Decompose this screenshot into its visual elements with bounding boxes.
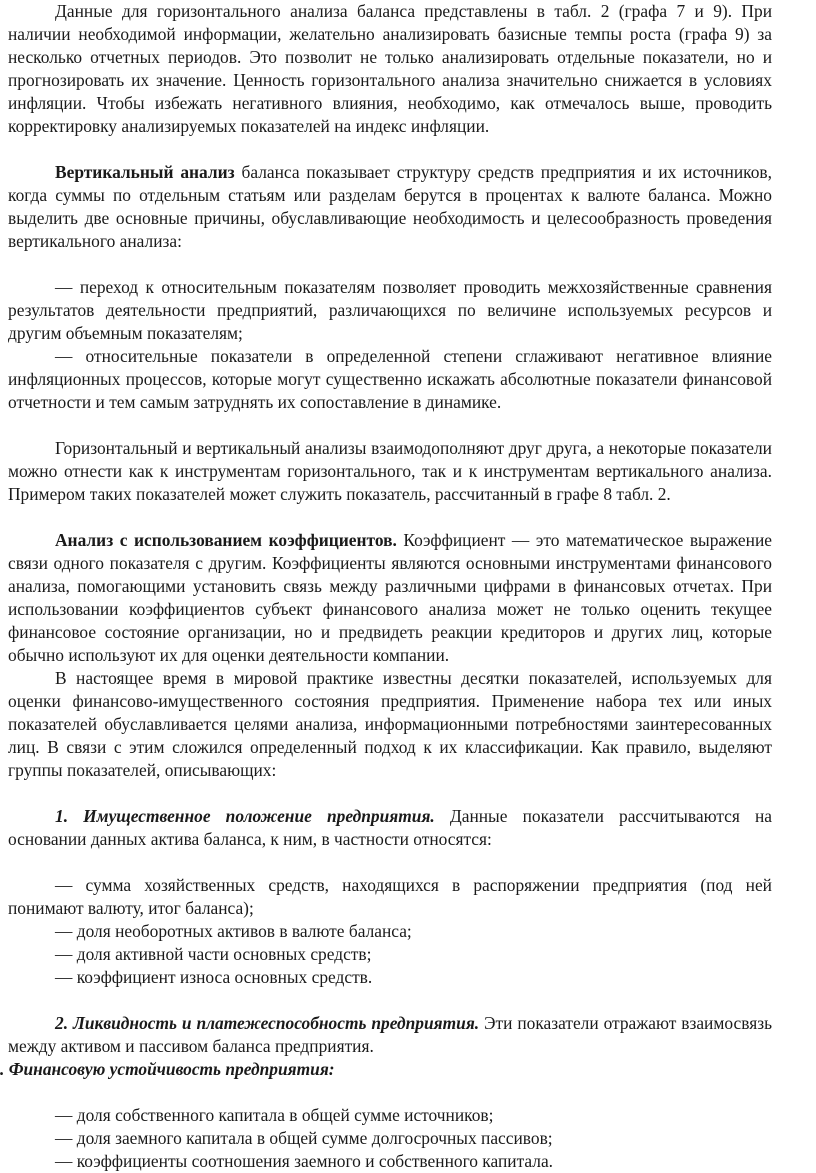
property-indicator-item: — сумма хозяйственных средств, находящихся в распоряжении предприятия (под ней понимают валюту, итог баланса); [8,875,772,918]
group-property-status-heading: 1. Имущественное положение предприятия. [55,806,435,826]
reason-item: — относительные показатели в определенной степени сглаживают негативное влияние инфляционных процессов, которые могут существенно искажать абсолютные показатели финансовой отчетности и тем самым затруднять их сопоставление в динамике. [8,346,772,412]
group-liquidity-text: Эти показатели отражают взаимосвязь между активом и пассивом баланса предприятия. [8,1013,772,1056]
property-indicator-item: — доля активной части основных средств; [55,944,372,964]
property-indicator-item: — доля необоротных активов в валюте баланса; [55,921,412,941]
stability-indicator-item: — доля собственного капитала в общей сумме источников; [55,1105,494,1125]
paragraph-indicator-groups: В настоящее время в мировой практике известны десятки показателей, используемых для оценки финансово-имущественного состояния предприятия. Применение набора тех или иных показателей обуславливается целями анализа, информационными потребностями заинтересованных лиц. В связи с этим сложился определенный подход к их классификации. Как правило, выделяют группы показателей, описывающих: [8,668,772,780]
group-financial-stability [0,1058,764,1081]
vertical-analysis-text: баланса показывает структуру средств предприятия и их источников, когда суммы по отдельным статьям или разделам берутся в процентах к валюте баланса. Можно выделить две основные причины, обуславливающие необходимость и целесообразность проведения вертикального анализа: [8,162,772,251]
reason-item: — переход к относительным показателям позволяет проводить межхозяйственные сравнения результатов деятельности предприятий, различающихся по величине используемых ресурсов и другим объемным показателям; [8,277,772,343]
paragraph-vertical-analysis [8,161,772,253]
vertical-analysis-heading: Вертикальный анализ [55,162,235,182]
paragraph-horizontal-analysis: Данные для горизонтального анализа баланса представлены в табл. 2 (графа 7 и 9). При наличии необходимой информации, желательно анализировать базисные темпы роста (графа 9) за несколько отчетных периодов. Это позволит не только анализировать отдельные показатели, но и прогнозировать их значение. Ценность горизонтального анализа значительно снижается в условиях инфляции. Чтобы избежать негативного влияния, необходимо, как отмечалось выше, проводить корректировку анализируемых показателей на индекс инфляции. [8,1,772,136]
group-property-status [8,805,772,851]
group-financial-stability-heading: Финансовую устойчивость предприятия: [8,1059,335,1079]
property-indicator-item: — коэффициент износа основных средств. [55,967,373,987]
paragraph-coefficient-analysis [8,529,772,667]
coefficient-analysis-heading: Анализ с использованием коэффициентов. [55,530,397,550]
stability-indicator-item: — доля заемного капитала в общей сумме долгосрочных пассивов; [55,1128,553,1148]
group-liquidity [8,1012,772,1058]
group-financial-stability-prefix: . [0,1059,9,1079]
paragraph-complementary-analysis: Горизонтальный и вертикальный анализы взаимодополняют друг друга, а некоторые показатели можно отнести как к инструментам горизонтального, так и к инструментам вертикального анализа. Примером таких показателей может служить показатель, рассчитанный в графе 8 табл. 2. [8,438,772,504]
stability-indicator-item: — коэффициенты соотношения заемного и собственного капитала. [55,1151,554,1171]
group-liquidity-heading: 2. Ликвидность и платежеспособность предприятия. [55,1013,480,1033]
group-property-status-text: Данные показатели рассчитываются на основании данных актива баланса, к ним, в частности относятся: [8,806,772,849]
coefficient-analysis-text: Коэффициент — это математическое выражение связи одного показателя с другим. Коэффициенты являются основными инструментами финансового анализа, помогающими установить связь между различными цифрами в финансовых отчетах. При использовании коэффициентов субъект финансового анализа может не только оценить текущее финансовое состояние организации, но и предвидеть реакции кредиторов и других лиц, которые обычно используют их для оценки деятельности компании. [8,530,772,665]
